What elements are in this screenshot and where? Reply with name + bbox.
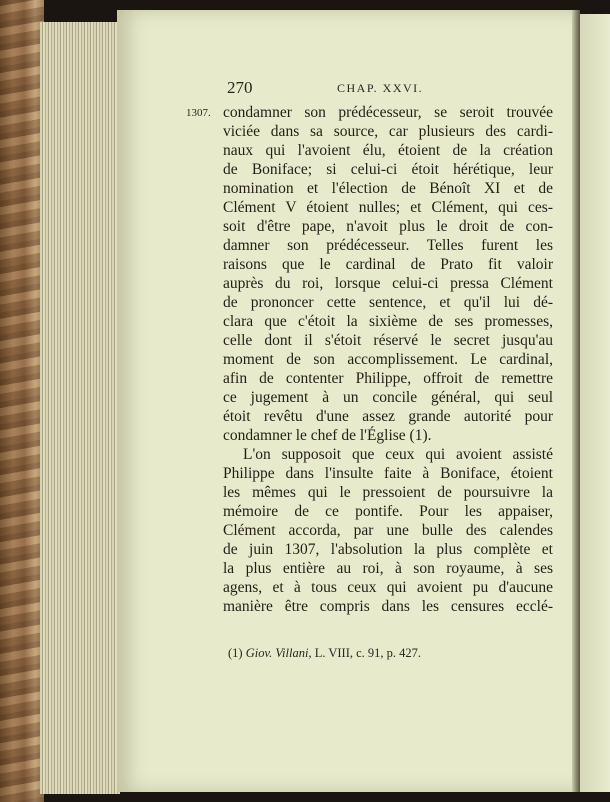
text-line: Clément accorda, par une bulle des calendes [223,522,553,539]
text-line: auprès du roi, lorsque celui-ci pressa Clément [223,275,553,292]
book-gutter [572,10,580,792]
running-header [227,78,543,98]
text-line: de prononcer cette sentence, et qu'il lui dé- [223,294,553,311]
text-line: damner son prédécesseur. Telles furent les [223,237,553,254]
text-line: agens, et à tous ceux qui avoient pu d'aucune [223,579,553,596]
text-line: L'on supposoit que ceux qui avoient assisté [243,446,553,463]
facing-page-edge [580,14,610,792]
text-line: ce jugement à un concile général, qui seul [223,389,553,406]
text-line: mémoire de ce pontife. Pour les appaiser, [223,503,553,520]
text-line: de Boniface; si celui-ci étoit hérétique, leur [223,161,553,178]
text-line: moment de son accomplissement. Le cardinal, [223,351,553,368]
book-cover-edge [0,0,44,802]
footnote-source: Giov. Villani [245,646,309,660]
text-line: raisons que le cardinal de Prato fit valoir [223,256,553,273]
text-line: naux qui l'avoient élu, étoient de la création [223,142,553,159]
text-line: afin de contenter Philippe, offroit de remettre [223,370,553,387]
text-line: les mêmes qui le pressoient de poursuivre la [223,484,553,501]
footnote-marker: (1) [228,646,243,660]
text-line: condamner son prédécesseur, se seroit trouvée [223,104,553,121]
text-line: Philippe dans l'insulte faite à Boniface, étoient [223,465,553,482]
text-line: soit d'être pape, n'avoit plus le droit de con- [223,218,553,235]
text-line: manière être compris dans les censures ecclé- [223,598,553,615]
text-line: clara que c'étoit la sixième de ses promesses, [223,313,553,330]
chapter-title: CHAP. XXVI. [337,81,424,95]
footnote [228,645,421,661]
text-line: celle dont il s'étoit réservé le secret jusqu'au [223,332,553,349]
text-line: étoit revêtu d'une assez grande autorité pour [223,408,553,425]
text-line: viciée dans sa source, car plusieurs des cardi- [223,123,553,140]
text-line: la plus entière au roi, à son royaume, à ses [223,560,553,577]
body-text [223,103,553,616]
page-number: 270 [227,78,253,97]
text-line: Clément V étoient nulles; et Clément, qui ces- [223,199,553,216]
text-line: nomination et l'élection de Bénoît XI et de [223,180,553,197]
text-line: de juin 1307, l'absolution la plus complète et [223,541,553,558]
text-line: condamner le chef de l'Église (1). [223,427,432,444]
page-block-edges [40,22,120,794]
margin-year: 1307. [186,107,211,119]
footnote-ref: , L. VIII, c. 91, p. 427. [308,646,422,660]
